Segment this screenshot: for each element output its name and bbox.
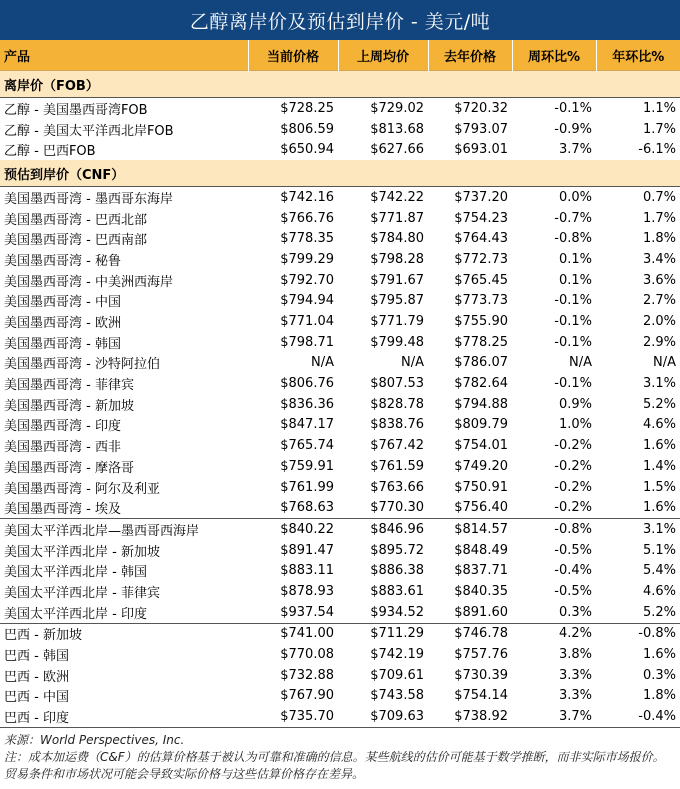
cell-last-year-price: $756.40 — [454, 500, 508, 516]
cell-route: 美国墨西哥湾 - 沙特阿拉伯 — [4, 357, 160, 373]
cell-last-week-avg: $795.87 — [370, 293, 424, 309]
cell-route: 美国墨西哥湾 - 中国 — [4, 295, 121, 311]
cell-current-price: $778.35 — [280, 231, 334, 247]
cell-wow-pct: -0.1% — [554, 376, 592, 392]
cell-route: 巴西 - 欧洲 — [4, 669, 69, 685]
cell-yoy-pct: -0.4% — [596, 706, 680, 727]
cell-last-year-price: $786.07 — [454, 355, 508, 371]
cell-last-year-price: $749.20 — [454, 458, 508, 474]
cell-yoy-pct: 3.1% — [596, 519, 680, 540]
cell-current-price: $742.16 — [248, 187, 338, 208]
cell-route: 美国墨西哥湾 - 墨西哥东海岸 — [0, 187, 248, 208]
cell-last-year-price: $720.32 — [428, 98, 512, 119]
cell-last-week-avg: $711.29 — [338, 623, 428, 644]
table-row — [0, 139, 680, 160]
table-row — [0, 456, 680, 477]
cell-route: 美国太平洋西北岸—墨西哥西海岸 — [0, 519, 248, 540]
table-row — [0, 373, 680, 394]
cell-wow-pct: -0.8% — [512, 519, 596, 540]
cell-route: 美国墨西哥湾 - 巴西南部 — [4, 233, 147, 249]
table-row — [0, 477, 680, 498]
cell-last-week-avg: $883.61 — [370, 583, 424, 599]
cell-route: 美国太平洋西北岸 - 菲律宾 — [4, 585, 160, 601]
cell-last-year-price: $773.73 — [454, 293, 508, 309]
cell-last-week-avg: $886.38 — [370, 563, 424, 579]
cell-route: 美国墨西哥湾 - 新加坡 — [4, 398, 134, 414]
table-row — [0, 602, 680, 623]
cell-route: 乙醇 - 巴西FOB — [4, 144, 96, 160]
cell-last-week-avg: $771.79 — [370, 314, 424, 330]
cell-last-week-avg: $791.67 — [370, 272, 424, 288]
cell-last-week-avg: $807.53 — [370, 376, 424, 392]
cell-last-week-avg: $729.02 — [338, 98, 428, 119]
cell-last-week-avg: $895.72 — [370, 542, 424, 558]
table-row — [0, 435, 680, 456]
table-row — [0, 540, 680, 561]
header-yoy-pct: 年环比% — [596, 40, 680, 71]
cell-route: 美国墨西哥湾 - 印度 — [4, 419, 121, 435]
cell-yoy-pct: -0.8% — [596, 623, 680, 644]
cell-yoy-pct: 2.0% — [642, 314, 676, 330]
cell-last-year-price: $755.90 — [454, 314, 508, 330]
table-row — [0, 706, 680, 727]
cell-current-price: $878.93 — [280, 583, 334, 599]
cell-wow-pct: -0.4% — [554, 563, 592, 579]
table-row — [0, 394, 680, 415]
cell-last-week-avg: $627.66 — [370, 142, 424, 158]
cell-last-year-price: $837.71 — [454, 563, 508, 579]
cell-wow-pct: -0.9% — [554, 121, 592, 137]
cell-last-week-avg: $763.66 — [370, 479, 424, 495]
cell-yoy-pct: 1.8% — [642, 688, 676, 704]
cell-current-price: $792.70 — [280, 272, 334, 288]
table-row — [0, 497, 680, 518]
cell-wow-pct: -0.1% — [554, 334, 592, 350]
cell-route: 巴西 - 韩国 — [4, 649, 69, 665]
cell-yoy-pct: 3.6% — [642, 272, 676, 288]
cell-yoy-pct: 1.8% — [642, 231, 676, 247]
table-row — [0, 519, 680, 540]
table-row — [0, 560, 680, 581]
table-row — [0, 581, 680, 602]
cell-wow-pct: 0.1% — [558, 272, 592, 288]
cell-yoy-pct: 1.6% — [642, 438, 676, 454]
header-current-price: 当前价格 — [248, 40, 338, 71]
cell-route: 美国墨西哥湾 - 菲律宾 — [4, 378, 134, 394]
cell-route: 巴西 - 中国 — [4, 690, 69, 706]
cell-current-price: $767.90 — [280, 688, 334, 704]
cell-yoy-pct: 5.1% — [642, 542, 676, 558]
cell-last-year-price: $765.45 — [454, 272, 508, 288]
cell-wow-pct: 4.2% — [512, 623, 596, 644]
cell-yoy-pct: 2.9% — [642, 334, 676, 350]
section-header-row — [0, 160, 680, 187]
cell-last-week-avg: $771.87 — [370, 210, 424, 226]
table-row — [0, 415, 680, 436]
cell-current-price: $883.11 — [280, 563, 334, 579]
cell-last-year-price: $772.73 — [454, 251, 508, 267]
cell-current-price: $759.91 — [280, 458, 334, 474]
cell-current-price: $770.08 — [280, 647, 334, 663]
cell-last-year-price: $814.57 — [428, 519, 512, 540]
cell-yoy-pct: 1.6% — [642, 647, 676, 663]
cell-last-week-avg: $742.22 — [338, 187, 428, 208]
cell-last-week-avg: $828.78 — [370, 396, 424, 412]
table-row — [0, 228, 680, 249]
cell-last-week-avg: $743.58 — [370, 688, 424, 704]
cell-last-year-price: $809.79 — [454, 417, 508, 433]
cell-last-year-price: $764.43 — [454, 231, 508, 247]
cell-current-price: $741.00 — [248, 623, 338, 644]
table-row — [0, 623, 680, 644]
cell-wow-pct: -0.5% — [554, 542, 592, 558]
header-wow-pct: 周环比% — [512, 40, 596, 71]
cell-yoy-pct: N/A — [653, 355, 676, 371]
cell-yoy-pct: 1.7% — [642, 121, 676, 137]
table-row — [0, 270, 680, 291]
cell-wow-pct: 1.0% — [558, 417, 592, 433]
cell-route: 乙醇 - 美国墨西哥湾FOB — [0, 98, 248, 119]
cell-yoy-pct: 4.6% — [642, 583, 676, 599]
cell-current-price: $847.17 — [280, 417, 334, 433]
cell-last-week-avg: $742.19 — [370, 647, 424, 663]
cell-wow-pct: N/A — [569, 355, 592, 371]
cell-last-year-price: $754.14 — [454, 688, 508, 704]
cell-yoy-pct: 1.4% — [642, 458, 676, 474]
cell-last-year-price: $848.49 — [454, 542, 508, 558]
table-row — [0, 291, 680, 312]
cell-wow-pct: 3.8% — [558, 647, 592, 663]
cell-yoy-pct: -6.1% — [638, 142, 676, 158]
cell-wow-pct: -0.8% — [554, 231, 592, 247]
cell-yoy-pct: 3.4% — [642, 251, 676, 267]
cell-yoy-pct: 3.1% — [642, 376, 676, 392]
cell-last-year-price: $737.20 — [428, 187, 512, 208]
cell-current-price: $728.25 — [248, 98, 338, 119]
cell-yoy-pct: 1.5% — [642, 479, 676, 495]
cell-last-year-price: $754.01 — [454, 438, 508, 454]
cell-route: 美国墨西哥湾 - 西非 — [4, 440, 121, 456]
cell-current-price: $794.94 — [280, 293, 334, 309]
table-row — [0, 249, 680, 270]
cell-last-year-price: $730.39 — [454, 667, 508, 683]
table-row — [0, 686, 680, 707]
cell-current-price: $768.63 — [280, 500, 334, 516]
section-label: 离岸价（FOB） — [0, 71, 680, 98]
cell-last-week-avg: $767.42 — [370, 438, 424, 454]
cell-wow-pct: -0.5% — [554, 583, 592, 599]
table-row — [0, 332, 680, 353]
table-row — [0, 208, 680, 229]
cell-last-year-price: $693.01 — [454, 142, 508, 158]
cell-route: 美国太平洋西北岸 - 印度 — [4, 606, 147, 622]
cell-wow-pct: 3.7% — [558, 142, 592, 158]
cell-last-week-avg: $838.76 — [370, 417, 424, 433]
cell-current-price: $761.99 — [280, 479, 334, 495]
cell-wow-pct: -0.1% — [554, 314, 592, 330]
cell-last-year-price: $793.07 — [454, 121, 508, 137]
table-row — [0, 119, 680, 140]
table-row — [0, 98, 680, 119]
cell-route: 美国墨西哥湾 - 巴西北部 — [4, 212, 147, 228]
section-label: 预估到岸价（CNF） — [0, 160, 680, 187]
cell-current-price: $766.76 — [280, 210, 334, 226]
cell-wow-pct: -0.2% — [554, 479, 592, 495]
cell-current-price: $799.29 — [280, 251, 334, 267]
cell-current-price: $771.04 — [280, 314, 334, 330]
cell-wow-pct: -0.1% — [554, 293, 592, 309]
cell-last-week-avg: $784.80 — [370, 231, 424, 247]
cell-current-price: $650.94 — [280, 142, 334, 158]
cell-wow-pct: 0.0% — [512, 187, 596, 208]
cell-route: 美国太平洋西北岸 - 新加坡 — [4, 544, 160, 560]
header-last-year-price: 去年价格 — [428, 40, 512, 71]
cell-current-price: $806.76 — [280, 376, 334, 392]
cell-yoy-pct: 0.7% — [596, 187, 680, 208]
header-product: 产品 — [0, 40, 248, 71]
cell-last-week-avg: $761.59 — [370, 458, 424, 474]
cell-route: 巴西 - 新加坡 — [0, 623, 248, 644]
cell-route: 美国墨西哥湾 - 摩洛哥 — [4, 460, 134, 476]
cell-current-price: $798.71 — [280, 334, 334, 350]
disclaimer-note: 注：成本加运费（C&F）的估算价格基于被认为可靠和准确的信息。某些航线的估价可能基于数学推断，而非实际市场报价。贸易条件和市场状况可能会导致实际价格与这些估算价格存在差异。 — [4, 749, 665, 781]
section-header-row — [0, 71, 680, 98]
cell-wow-pct: 0.9% — [558, 396, 592, 412]
cell-last-year-price: $891.60 — [454, 604, 508, 620]
cell-last-year-price: $750.91 — [454, 479, 508, 495]
cell-last-week-avg: $846.96 — [338, 519, 428, 540]
cell-wow-pct: -0.1% — [512, 98, 596, 119]
cell-route: 巴西 - 印度 — [0, 706, 248, 727]
footnotes — [0, 728, 680, 783]
cell-yoy-pct: 1.7% — [642, 210, 676, 226]
cell-wow-pct: 3.7% — [512, 706, 596, 727]
cell-wow-pct: 0.3% — [558, 604, 592, 620]
table-row — [0, 187, 680, 208]
cell-current-price: $937.54 — [280, 604, 334, 620]
cell-wow-pct: 3.3% — [558, 667, 592, 683]
cell-route: 美国墨西哥湾 - 埃及 — [4, 502, 121, 518]
cell-last-week-avg: $709.63 — [338, 706, 428, 727]
cell-route: 美国墨西哥湾 - 中美洲西海岸 — [4, 274, 173, 290]
cell-wow-pct: -0.2% — [554, 458, 592, 474]
cell-yoy-pct: 1.6% — [642, 500, 676, 516]
table-row — [0, 644, 680, 665]
cell-last-week-avg: $709.61 — [370, 667, 424, 683]
cell-route: 乙醇 - 美国太平洋西北岸FOB — [4, 123, 174, 139]
cell-last-week-avg: $798.28 — [370, 251, 424, 267]
cell-yoy-pct: 5.4% — [642, 563, 676, 579]
cell-yoy-pct: 1.1% — [596, 98, 680, 119]
table-row — [0, 311, 680, 332]
cell-last-year-price: $746.78 — [428, 623, 512, 644]
source-note: 来源：World Perspectives, Inc. — [4, 732, 185, 747]
header-row — [0, 40, 680, 71]
cell-yoy-pct: 0.3% — [642, 667, 676, 683]
price-table — [0, 40, 680, 728]
cell-last-week-avg: $799.48 — [370, 334, 424, 350]
cell-last-year-price: $754.23 — [454, 210, 508, 226]
cell-current-price: N/A — [311, 355, 334, 371]
cell-last-week-avg: $770.30 — [370, 500, 424, 516]
cell-last-year-price: $840.35 — [454, 583, 508, 599]
cell-route: 美国墨西哥湾 - 欧洲 — [4, 316, 121, 332]
cell-route: 美国墨西哥湾 - 阿尔及利亚 — [4, 481, 160, 497]
cell-wow-pct: 0.1% — [558, 251, 592, 267]
cell-wow-pct: -0.2% — [554, 438, 592, 454]
cell-current-price: $735.70 — [248, 706, 338, 727]
cell-last-year-price: $757.76 — [454, 647, 508, 663]
cell-last-week-avg: $934.52 — [370, 604, 424, 620]
cell-current-price: $806.59 — [280, 121, 334, 137]
cell-route: 美国墨西哥湾 - 秘鲁 — [4, 253, 121, 269]
cell-wow-pct: -0.2% — [554, 500, 592, 516]
cell-current-price: $765.74 — [280, 438, 334, 454]
cell-yoy-pct: 2.7% — [642, 293, 676, 309]
cell-wow-pct: 3.3% — [558, 688, 592, 704]
header-last-week-avg: 上周均价 — [338, 40, 428, 71]
cell-last-year-price: $794.88 — [454, 396, 508, 412]
cell-yoy-pct: 4.6% — [642, 417, 676, 433]
cell-route: 美国太平洋西北岸 - 韩国 — [4, 565, 147, 581]
cell-last-year-price: $738.92 — [428, 706, 512, 727]
cell-last-week-avg: $813.68 — [370, 121, 424, 137]
cell-yoy-pct: 5.2% — [642, 604, 676, 620]
table-row — [0, 665, 680, 686]
table-row — [0, 353, 680, 374]
cell-wow-pct: -0.7% — [554, 210, 592, 226]
cell-current-price: $891.47 — [280, 542, 334, 558]
cell-yoy-pct: 5.2% — [642, 396, 676, 412]
cell-last-week-avg: N/A — [401, 355, 424, 371]
page-title: 乙醇离岸价及预估到岸价 - 美元/吨 — [0, 0, 680, 40]
cell-last-year-price: $782.64 — [454, 376, 508, 392]
cell-last-year-price: $778.25 — [454, 334, 508, 350]
cell-current-price: $840.22 — [248, 519, 338, 540]
cell-current-price: $836.36 — [280, 396, 334, 412]
cell-route: 美国墨西哥湾 - 韩国 — [4, 336, 121, 352]
cell-current-price: $732.88 — [280, 667, 334, 683]
